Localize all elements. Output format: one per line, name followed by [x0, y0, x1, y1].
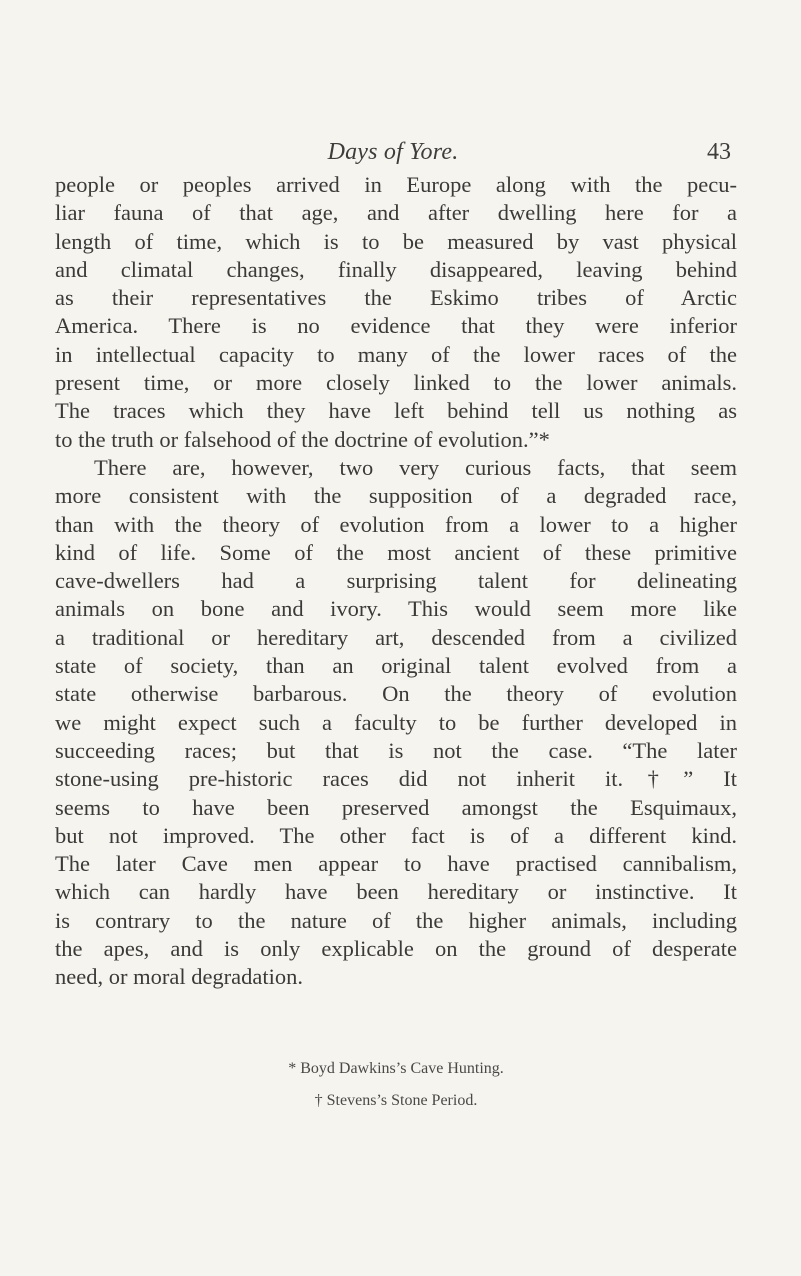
- text-line: succeeding races; but that is not the case. “The later: [55, 737, 737, 763]
- text-line: America. There is no evidence that they were inferior: [55, 313, 737, 339]
- text-line: There are, however, two very curious facts, that seem: [94, 454, 737, 480]
- text-line: seems to have been preserved amongst the Esquimaux,: [55, 794, 737, 820]
- text-line: we might expect such a faculty to be further developed in: [55, 709, 737, 735]
- text-line: people or peoples arrived in Europe along with the pecu-: [55, 172, 737, 197]
- running-title: Days of Yore.: [327, 139, 459, 165]
- text-line: animals on bone and ivory. This would seem more like: [55, 596, 737, 622]
- text-line: state of society, than an original talent evolved from a: [55, 653, 737, 679]
- footnote: * Boyd Dawkins’s Cave Hunting.: [288, 1060, 504, 1077]
- text-line: The later Cave men appear to have practised cannibalism,: [55, 851, 737, 877]
- text-line: more consistent with the supposition of a degraded race,: [55, 483, 737, 509]
- text-line: which can hardly have been hereditary or instinctive. It: [55, 879, 737, 905]
- text-line: kind of life. Some of the most ancient of these primitive: [55, 539, 737, 565]
- text-line: than with the theory of evolution from a lower to a higher: [55, 511, 737, 537]
- text-line: in intellectual capacity to many of the lower races of the: [55, 341, 737, 367]
- text-line: but not improved. The other fact is of a different kind.: [55, 822, 737, 848]
- text-line: and climatal changes, finally disappeared, leaving behind: [55, 256, 737, 282]
- text-line: length of time, which is to be measured by vast physical: [55, 228, 737, 254]
- text-line: a traditional or hereditary art, descended from a civilized: [55, 624, 737, 650]
- text-line: as their representatives the Eskimo tribes of Arctic: [55, 285, 737, 311]
- text-line: present time, or more closely linked to the lower animals.: [55, 370, 737, 396]
- footnote: † Stevens’s Stone Period.: [314, 1092, 478, 1109]
- text-line: stone-using pre-historic races did not inherit it.†” It: [55, 766, 737, 792]
- body-text: [55, 171, 737, 992]
- text-line: to the truth or falsehood of the doctrine of evolution.”*: [55, 426, 550, 452]
- text-line: is contrary to the nature of the higher animals, including: [55, 907, 737, 933]
- text-line: liar fauna of that age, and after dwelling here for a: [55, 200, 737, 226]
- text-line: state otherwise barbarous. On the theory of evolution: [55, 681, 737, 707]
- text-line: The traces which they have left behind tell us nothing as: [55, 398, 737, 424]
- running-head: [55, 139, 731, 169]
- text-line: need, or moral degradation.: [55, 964, 304, 990]
- text-line: cave-dwellers had a surprising talent for delineating: [55, 568, 737, 594]
- text-line: the apes, and is only explicable on the ground of desperate: [55, 936, 737, 962]
- footnotes: [55, 1053, 737, 1117]
- page-number: 43: [707, 139, 731, 165]
